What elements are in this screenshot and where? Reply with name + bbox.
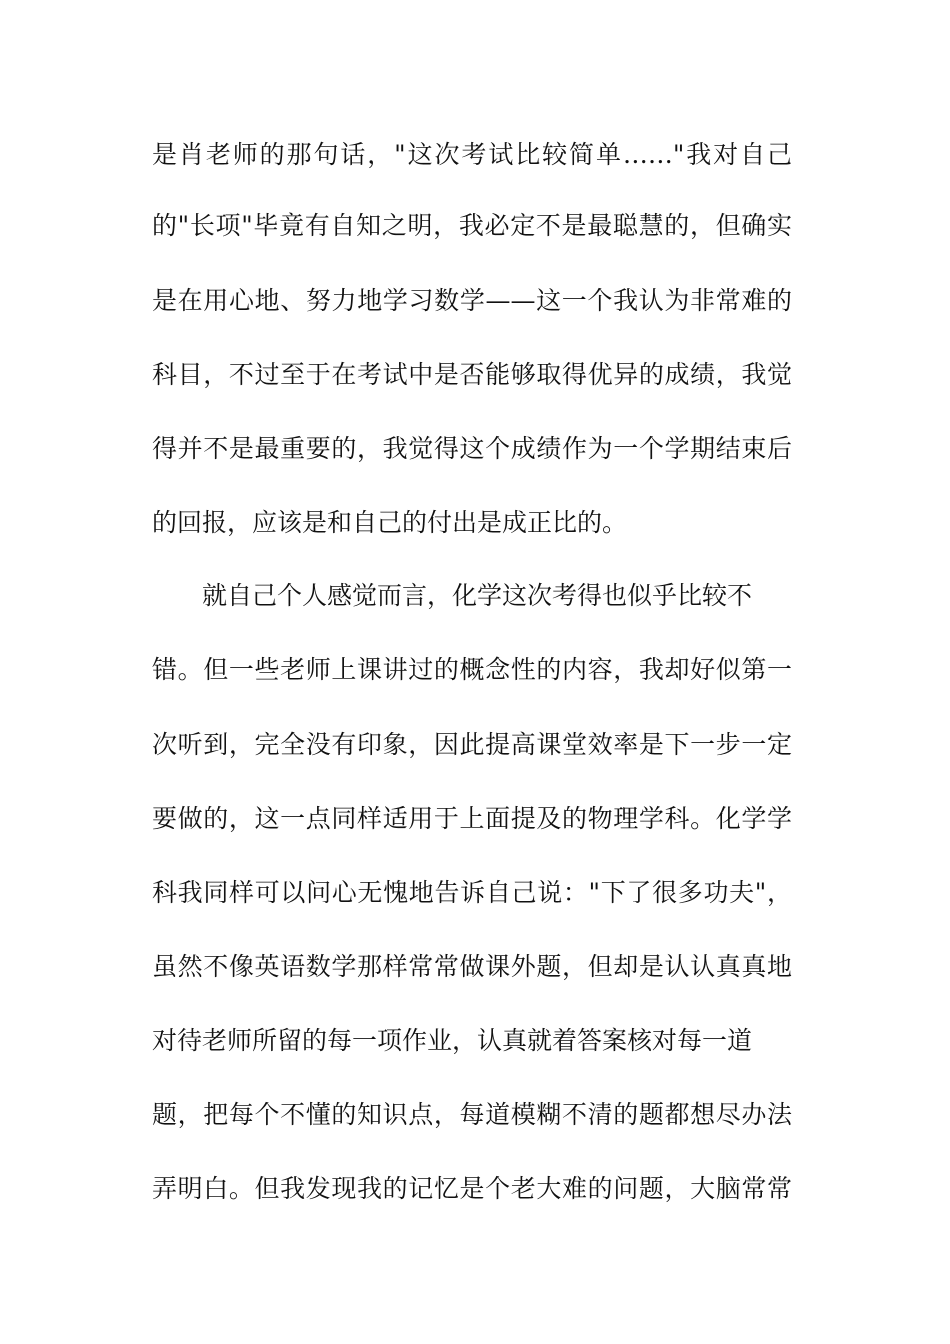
text-line: 得并不是最重要的，我觉得这个成绩作为一个学期结束后 xyxy=(152,434,792,463)
text-line-paragraph-start: 就自己个人感觉而言，化学这次考得也似乎比较不 xyxy=(202,581,753,610)
text-line: 次听到，完全没有印象，因此提高课堂效率是下一步一定 xyxy=(152,730,792,759)
text-line: 错。但一些老师上课讲过的概念性的内容，我却好似第一 xyxy=(152,655,792,684)
text-line: 要做的，这一点同样适用于上面提及的物理学科。化学学 xyxy=(152,804,792,833)
text-line: 弄明白。但我发现我的记忆是个老大难的问题，大脑常常 xyxy=(152,1174,792,1203)
text-line: 科目，不过至于在考试中是否能够取得优异的成绩，我觉 xyxy=(152,360,792,389)
text-line: 虽然不像英语数学那样常常做课外题，但却是认认真真地 xyxy=(152,952,792,981)
text-line: 的"长项"毕竟有自知之明，我必定不是最聪慧的，但确实 xyxy=(152,211,792,240)
text-line-paragraph-end: 的回报，应该是和自己的付出是成正比的。 xyxy=(152,508,628,537)
text-line: 题，把每个不懂的知识点，每道模糊不清的题都想尽办法 xyxy=(152,1100,792,1129)
text-line: 是肖老师的那句话，"这次考试比较简单……"我对自己 xyxy=(152,140,792,169)
text-line: 对待老师所留的每一项作业，认真就着答案核对每一道 xyxy=(152,1026,753,1055)
text-line: 是在用心地、努力地学习数学——这一个我认为非常难的 xyxy=(152,286,792,315)
text-line: 科我同样可以问心无愧地告诉自己说："下了很多功夫"， xyxy=(152,878,792,907)
